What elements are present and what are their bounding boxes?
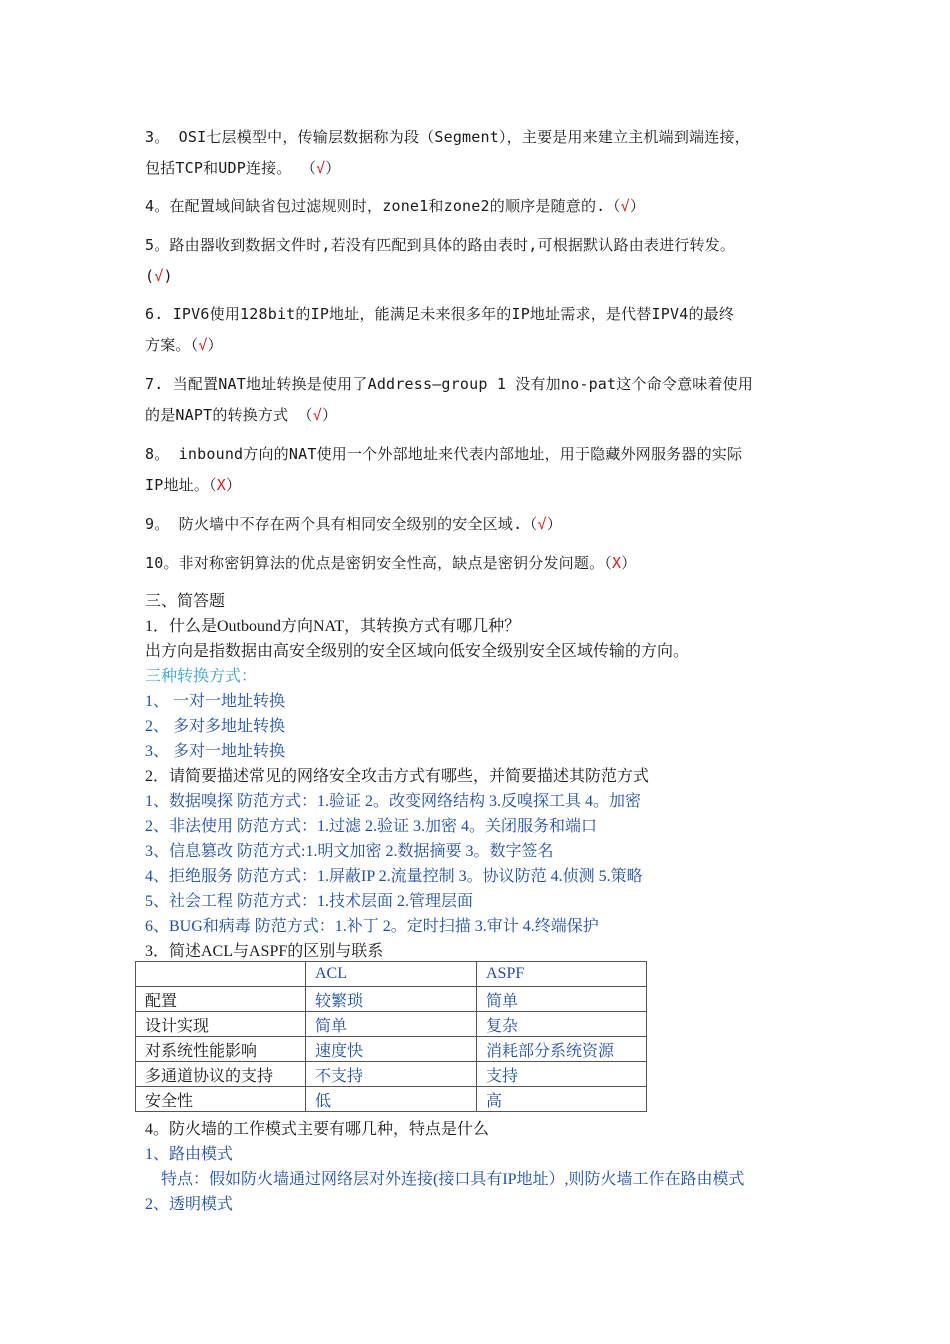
question-4-block xyxy=(145,1117,825,1217)
list-item: 1、 一对一地址转换 xyxy=(145,693,286,710)
short-answer-section xyxy=(145,589,825,964)
tf-line: (√) xyxy=(145,267,173,285)
list-item: 2、透明模式 xyxy=(145,1196,234,1213)
tf-line: 7. 当配置NAT地址转换是使用了Address—group 1 没有加no-pat这个命令意味着使用 xyxy=(145,375,754,393)
table-row xyxy=(136,987,647,1012)
tf-line: 方案。（√） xyxy=(145,336,223,354)
cross-mark: X xyxy=(611,554,622,572)
list-item: 1、数据嗅探 防范方式：1.验证 2。改变网络结构 3.反嗅探工具 4。加密 xyxy=(145,793,642,810)
acl-aspf-table xyxy=(135,961,647,1112)
tf-line: 包括TCP和UDP连接。 （√） xyxy=(145,159,341,177)
table-row xyxy=(136,1037,647,1062)
table-header: ASPF xyxy=(477,962,647,987)
list-item: 3、 多对一地址转换 xyxy=(145,743,286,760)
table-cell: 复杂 xyxy=(477,1012,647,1037)
mode-description: 特点：假如防火墙通过网络层对外连接(接口具有IP地址）,则防火墙工作在路由模式 xyxy=(161,1171,745,1188)
table-row xyxy=(136,1012,647,1037)
table-cell: 简单 xyxy=(477,987,647,1012)
list-item: 2、 多对多地址转换 xyxy=(145,718,286,735)
tf-line: 4。在配置域间缺省包过滤规则时，zone1和zone2的顺序是随意的.（√） xyxy=(145,197,646,215)
tf-line: 5。路由器收到数据文件时,若没有匹配到具体的路由表时,可根据默认路由表进行转发。 xyxy=(145,236,736,254)
tf-item-8 xyxy=(145,439,805,501)
question-1: 1．什么是Outbound方向NAT，其转换方式有哪几种？ xyxy=(145,618,521,635)
check-mark: √ xyxy=(316,159,326,177)
table-cell: 速度快 xyxy=(306,1037,477,1062)
table-cell: 安全性 xyxy=(136,1087,306,1112)
tf-line: 6. IPV6使用128bit的IP地址，能满足未来很多年的IP地址需求，是代替IPV4的最终 xyxy=(145,305,735,323)
table-cell: 支持 xyxy=(477,1062,647,1087)
tf-line: 3。 OSI七层模型中，传输层数据称为段（Segment），主要是用来建立主机端到端连接， xyxy=(145,128,750,146)
section-title: 三、简答题 xyxy=(145,593,226,610)
list-item: 4、拒绝服务 防范方式：1.屏蔽IP 2.流量控制 3。协议防范 4.侦测 5.策略 xyxy=(145,868,643,885)
list-item: 2、非法使用 防范方式：1.过滤 2.验证 3.加密 4。关闭服务和端口 xyxy=(145,818,598,835)
check-mark: √ xyxy=(312,406,322,424)
table-cell: 低 xyxy=(306,1087,477,1112)
tf-line: IP地址。（X） xyxy=(145,476,242,494)
question-3: 3．简述ACL与ASPF的区别与联系 xyxy=(145,943,384,960)
check-mark: √ xyxy=(537,515,547,533)
table-cell: 消耗部分系统资源 xyxy=(477,1037,647,1062)
list-item: 6、BUG和病毒 防范方式：1.补丁 2。定时扫描 3.审计 4.终端保护 xyxy=(145,918,599,935)
table-cell xyxy=(136,962,306,987)
table-cell: 对系统性能影响 xyxy=(136,1037,306,1062)
list-item: 5、社会工程 防范方式：1.技术层面 2.管理层面 xyxy=(145,893,474,910)
check-mark: √ xyxy=(198,336,208,354)
tf-line: 8。 inbound方向的NAT使用一个外部地址来代表内部地址，用于隐藏外网服务器的实际 xyxy=(145,445,743,463)
table-cell: 较繁琐 xyxy=(306,987,477,1012)
table-header-row xyxy=(136,962,647,987)
tf-item-3 xyxy=(145,122,805,184)
table-row xyxy=(136,1087,647,1112)
table-header: ACL xyxy=(306,962,477,987)
tf-item-5 xyxy=(145,230,805,292)
table-cell: 不支持 xyxy=(306,1062,477,1087)
list-item: 1、路由模式 xyxy=(145,1146,234,1163)
table-row xyxy=(136,1062,647,1087)
question-2: 2．请简要描述常见的网络安全攻击方式有哪些，并简要描述其防范方式 xyxy=(145,768,650,785)
tf-line: 10。非对称密钥算法的优点是密钥安全性高，缺点是密钥分发问题。（X） xyxy=(145,554,637,572)
question-4: 4。防火墙的工作模式主要有哪几种，特点是什么 xyxy=(145,1121,490,1138)
tf-item-7 xyxy=(145,369,805,431)
table-cell: 多通道协议的支持 xyxy=(136,1062,306,1087)
table-cell: 设计实现 xyxy=(136,1012,306,1037)
table-cell: 高 xyxy=(477,1087,647,1112)
tf-line: 的是NAPT的转换方式 （√） xyxy=(145,406,338,424)
tf-item-9 xyxy=(145,509,805,540)
answer-1: 出方向是指数据由高安全级别的安全区域向低安全级别安全区域传输的方向。 xyxy=(145,643,690,660)
tf-item-4 xyxy=(145,191,805,222)
sub-heading: 三种转换方式： xyxy=(145,668,258,685)
tf-item-6 xyxy=(145,299,805,361)
table-cell: 简单 xyxy=(306,1012,477,1037)
cross-mark: X xyxy=(216,476,226,494)
list-item: 3、信息篡改 防范方式:1.明文加密 2.数据摘要 3。数字签名 xyxy=(145,843,554,860)
tf-line: 9。 防火墙中不存在两个具有相同安全级别的安全区域.（√） xyxy=(145,515,562,533)
tf-item-10 xyxy=(145,548,805,579)
table-cell: 配置 xyxy=(136,987,306,1012)
check-mark: √ xyxy=(154,267,164,285)
check-mark: √ xyxy=(620,197,630,215)
